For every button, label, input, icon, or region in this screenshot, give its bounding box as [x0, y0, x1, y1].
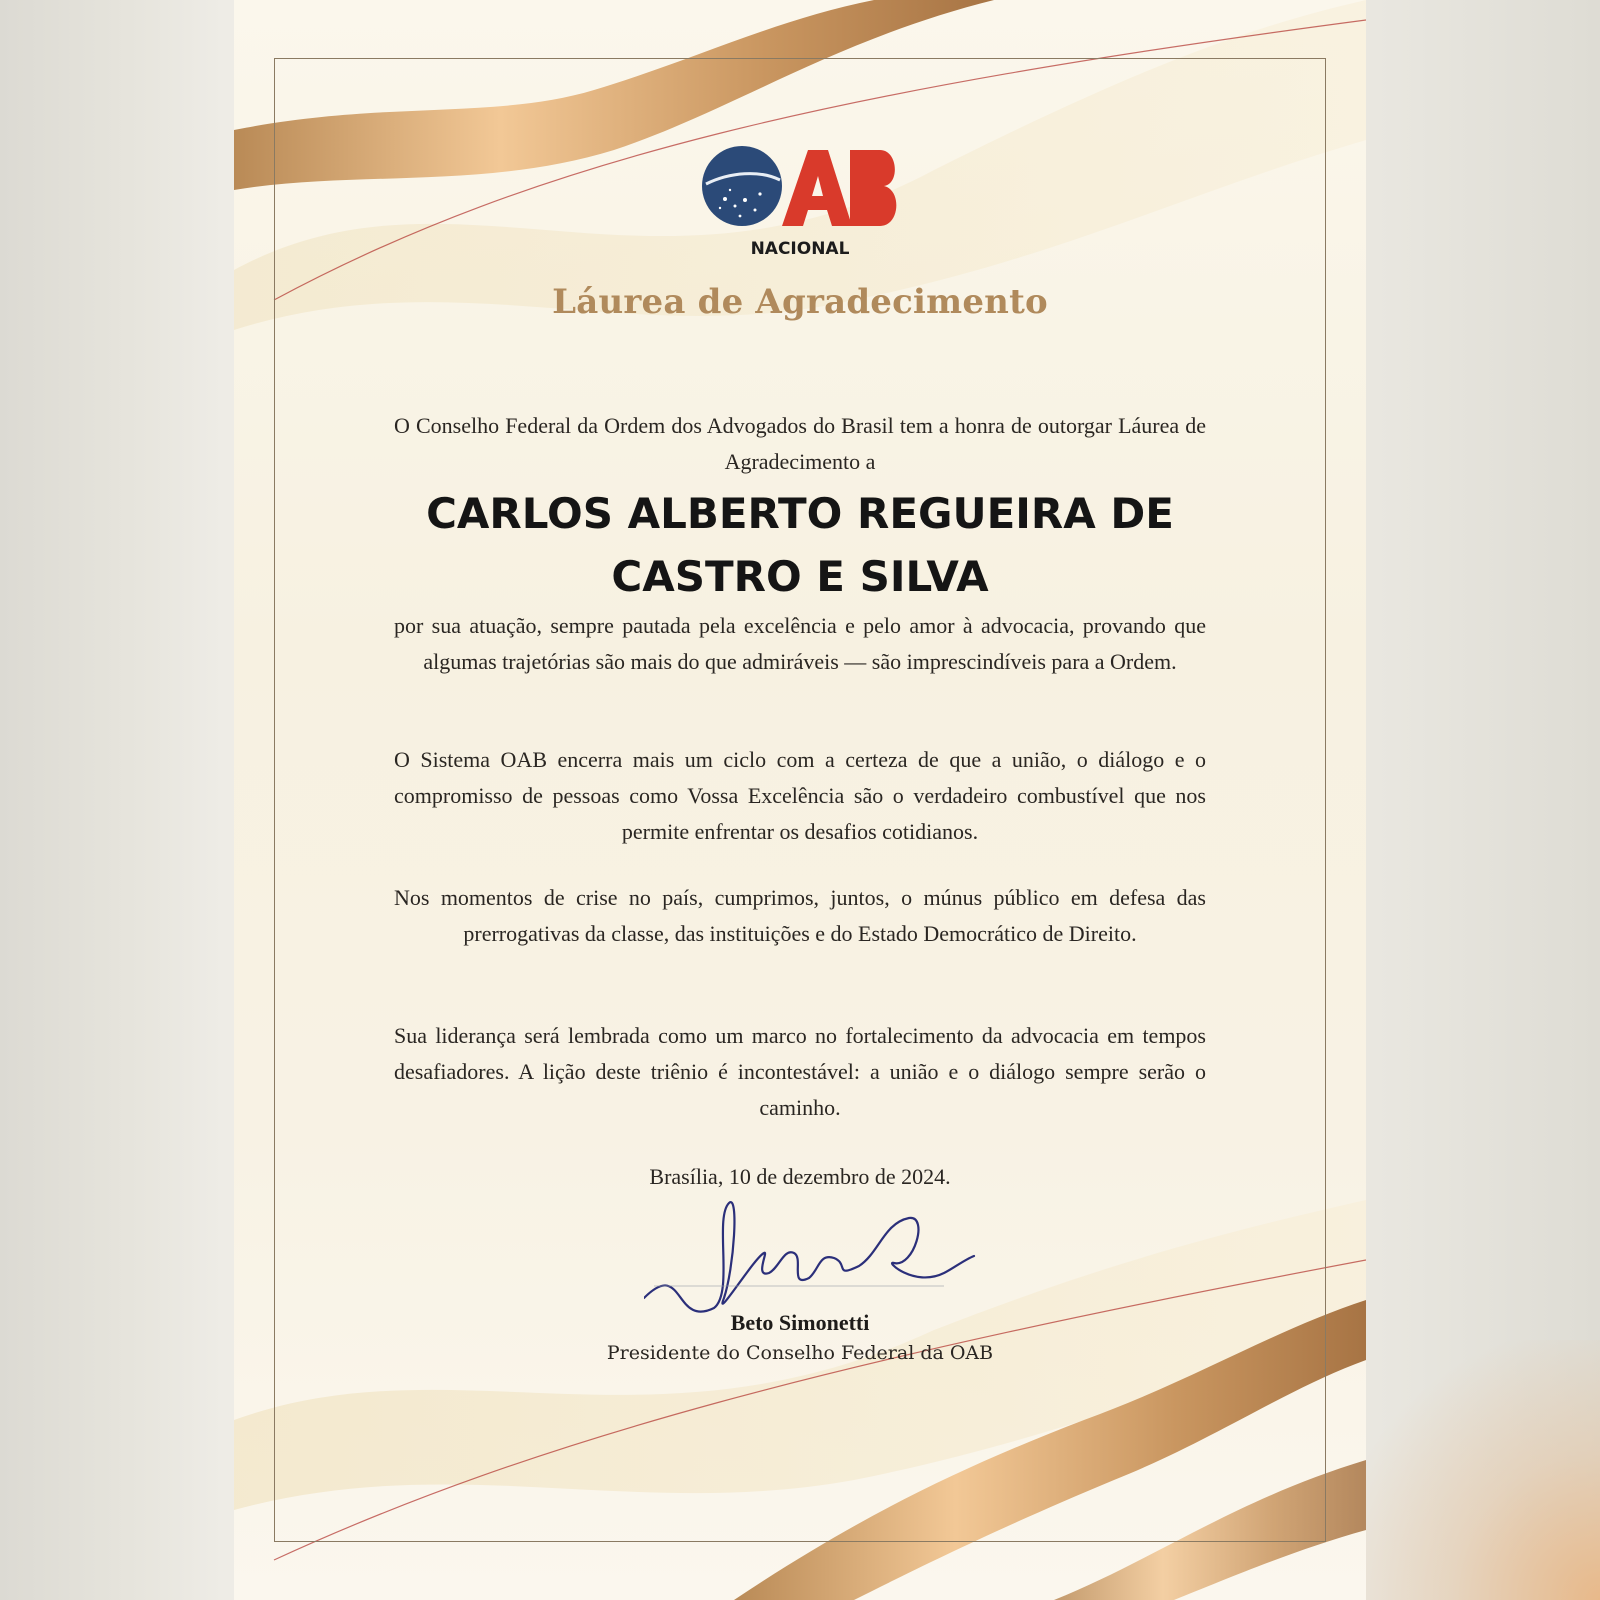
issue-date: Brasília, 10 de dezembro de 2024.	[649, 1164, 951, 1189]
paragraph-1: por sua atuação, sempre pautada pela excelência e pelo amor à advocacia, provando que algumas trajetórias são mais do que admiráveis — são imprescindíveis para a Ordem.	[394, 613, 1206, 674]
signer-role: Presidente do Conselho Federal da OAB	[606, 1342, 994, 1364]
honoree-name	[394, 482, 1206, 608]
honoree-line-2: CASTRO E SILVA	[611, 552, 989, 601]
honoree-line-1: CARLOS ALBERTO REGUEIRA DE	[426, 489, 1174, 538]
signer-name: Beto Simonetti	[730, 1310, 870, 1335]
certificate-title: Láurea de Agradecimento	[552, 282, 1048, 322]
paragraph-4: Sua liderança será lembrada como um marco no fortalecimento da advocacia em tempos desafiadores. A lição deste triênio é incontestável: a união e o diálogo sempre serão o caminho.	[394, 1023, 1206, 1120]
certificate-content	[394, 0, 1206, 1600]
logo-subtitle: NACIONAL	[750, 239, 850, 259]
paragraph-3: Nos momentos de crise no país, cumprimos, juntos, o múnus público em defesa das prerrogativas da classe, das instituições e do Estado Democrático de Direito.	[394, 885, 1206, 946]
oab-logo	[700, 144, 900, 262]
intro-paragraph: O Conselho Federal da Ordem dos Advogados do Brasil tem a honra de outorgar Láurea de Agradecimento a	[394, 413, 1206, 474]
background-glow	[1340, 1340, 1600, 1600]
paragraph-2: O Sistema OAB encerra mais um ciclo com a certeza de que a união, o diálogo e o compromisso de pessoas como Vossa Excelência são o verdadeiro combustível que nos permite enfrentar os desafios cotidianos.	[394, 747, 1206, 844]
